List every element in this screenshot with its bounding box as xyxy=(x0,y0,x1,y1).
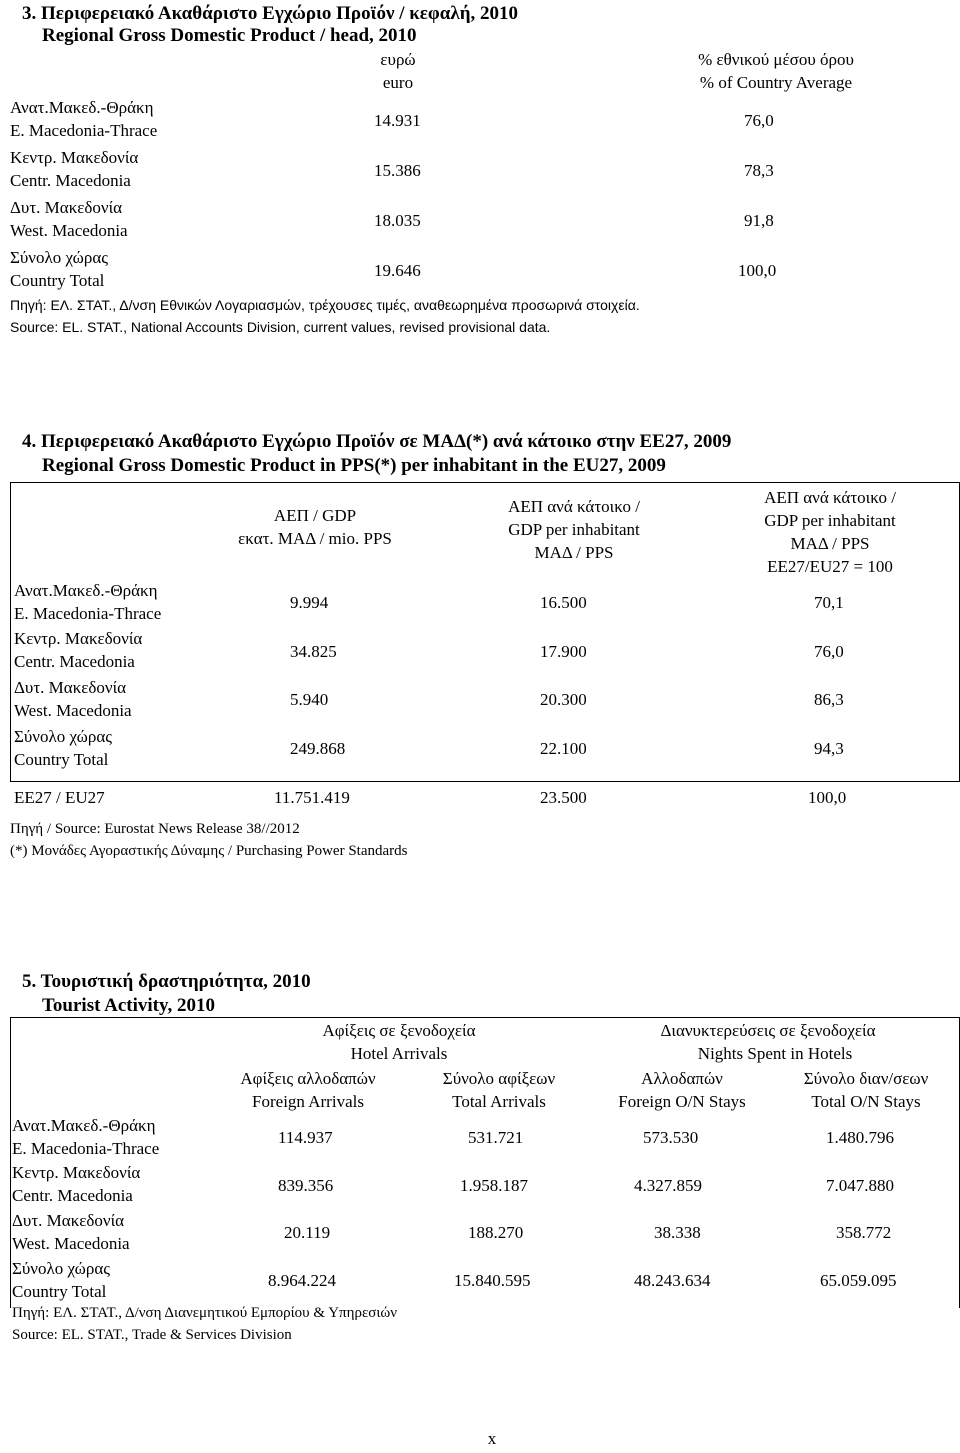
s5-row-label-gr: Δυτ. Μακεδονία xyxy=(12,1211,125,1230)
s4-row-gdp: 9.994 xyxy=(290,593,329,612)
s5-row-total-arrivals: 1.958.187 xyxy=(460,1176,528,1195)
s4-row-label-en: Country Total xyxy=(14,750,109,769)
s4-eu-gdp-per-inhabitant: 23.500 xyxy=(540,788,587,807)
s3-row-label-gr: Κεντρ. Μακεδονία xyxy=(10,148,139,167)
s5-row-total-arrivals: 531.721 xyxy=(468,1128,524,1147)
s5-col1-header-en: Foreign Arrivals xyxy=(252,1092,364,1111)
s5-row-label-en: E. Macedonia-Thrace xyxy=(12,1139,160,1158)
s4-row-gdp: 249.868 xyxy=(290,739,346,758)
s4-eu-label: ΕΕ27 / EU27 xyxy=(14,788,105,807)
s3-col1-header-gr: ευρώ xyxy=(380,50,416,69)
s3-row-value-euro: 18.035 xyxy=(374,211,421,230)
s3-row-value-percent: 76,0 xyxy=(744,111,774,130)
s4-col2-header-l1: ΑΕΠ ανά κάτοικο / xyxy=(508,497,640,516)
s4-row-gdp: 5.940 xyxy=(290,690,329,709)
s3-source-gr: Πηγή: ΕΛ. ΣΤΑΤ., Δ/νση Εθνικών Λογαριασμών, τρέχουσες τιμές, αναθεωρημένα προσωρινά στοιχεία. xyxy=(10,297,640,313)
s4-note: (*) Μονάδες Αγοραστικής Δύναμης / Purchasing Power Standards xyxy=(10,843,408,859)
s3-row-value-euro: 15.386 xyxy=(374,161,421,180)
page-marker: x xyxy=(487,1429,497,1448)
s3-row-value-percent: 78,3 xyxy=(744,161,774,180)
s5-table-left-rule xyxy=(10,1017,11,1308)
s5-row-foreign-arrivals: 839.356 xyxy=(278,1176,334,1195)
s5-source-en: Source: EL. STAT., Trade & Services Division xyxy=(12,1327,292,1343)
s3-row-value-percent: 91,8 xyxy=(744,211,774,230)
s4-col3-header-l4: ΕΕ27/EU27 = 100 xyxy=(767,557,893,576)
section-4-title-gr: 4. Περιφερειακό Ακαθάριστο Εγχώριο Προϊόν σε ΜΑΔ(*) ανά κάτοικο στην ΕΕ27, 2009 xyxy=(22,431,732,452)
s3-source-en: Source: EL. STAT., National Accounts Division, current values, revised provisional data. xyxy=(10,319,551,335)
s5-row-label-gr: Κεντρ. Μακεδονία xyxy=(12,1163,141,1182)
s5-row-foreign-stays: 573.530 xyxy=(643,1128,699,1147)
s5-group1-header-en: Hotel Arrivals xyxy=(350,1044,448,1063)
s4-row-label-en: E. Macedonia-Thrace xyxy=(14,604,162,623)
s4-row-label-gr: Σύνολο χώρας xyxy=(14,727,112,746)
s4-row-label-gr: Δυτ. Μακεδονία xyxy=(14,678,127,697)
s5-col2-header-en: Total Arrivals xyxy=(452,1092,546,1111)
s4-row-label-gr: Κεντρ. Μακεδονία xyxy=(14,629,143,648)
s5-table-top-rule xyxy=(10,1017,960,1018)
s5-row-total-arrivals: 15.840.595 xyxy=(454,1271,531,1290)
s5-row-foreign-arrivals: 20.119 xyxy=(284,1223,331,1242)
s4-row-eu-index: 70,1 xyxy=(814,593,844,612)
s5-col3-header-en: Foreign O/N Stays xyxy=(618,1092,746,1111)
s4-row-eu-index: 76,0 xyxy=(814,642,844,661)
s4-col2-header-l3: ΜΑΔ / PPS xyxy=(534,543,614,562)
section-3-title-en: Regional Gross Domestic Product / head, 2010 xyxy=(42,25,417,46)
s3-col2-header-gr: % εθνικού μέσου όρου xyxy=(698,50,854,69)
s5-group1-header-gr: Αφίξεις σε ξενοδοχεία xyxy=(322,1021,476,1040)
s3-row-label-gr: Δυτ. Μακεδονία xyxy=(10,198,123,217)
s5-group2-header-gr: Διανυκτερεύσεις σε ξενοδοχεία xyxy=(660,1021,876,1040)
section-4-title-en: Regional Gross Domestic Product in PPS(*) per inhabitant in the EU27, 2009 xyxy=(42,455,666,476)
s3-col1-header-en: euro xyxy=(382,73,414,92)
s4-row-eu-index: 86,3 xyxy=(814,690,844,709)
s4-source: Πηγή / Source: Eurostat News Release 38//2012 xyxy=(10,821,300,837)
s4-row-gdp-per-inhabitant: 20.300 xyxy=(540,690,587,709)
s3-row-label-gr: Σύνολο χώρας xyxy=(10,248,108,267)
s3-row-label-en: Country Total xyxy=(10,271,105,290)
s4-row-label-gr: Ανατ.Μακεδ.-Θράκη xyxy=(14,581,158,600)
s5-row-foreign-stays: 38.338 xyxy=(654,1223,701,1242)
s5-col4-header-en: Total O/N Stays xyxy=(811,1092,921,1111)
s5-row-total-stays: 7.047.880 xyxy=(826,1176,894,1195)
s4-row-gdp: 34.825 xyxy=(290,642,337,661)
s4-col1-header-l1: ΑΕΠ / GDP xyxy=(273,506,357,525)
s4-col3-header-l1: ΑΕΠ ανά κάτοικο / xyxy=(764,488,896,507)
s5-col2-header-gr: Σύνολο αφίξεων xyxy=(442,1069,556,1088)
s5-row-foreign-stays: 4.327.859 xyxy=(634,1176,702,1195)
s5-row-label-en: Country Total xyxy=(12,1282,107,1301)
s5-row-foreign-arrivals: 8.964.224 xyxy=(268,1271,336,1290)
s5-source-gr: Πηγή: ΕΛ. ΣΤΑΤ., Δ/νση Διανεμητικού Εμπορίου & Υπηρεσιών xyxy=(12,1305,398,1321)
s5-row-foreign-stays: 48.243.634 xyxy=(634,1271,711,1290)
s5-col4-header-gr: Σύνολο διαν/σεων xyxy=(803,1069,929,1088)
s5-row-label-en: Centr. Macedonia xyxy=(12,1186,133,1205)
s5-row-label-gr: Ανατ.Μακεδ.-Θράκη xyxy=(12,1116,156,1135)
s4-col3-header-l3: ΜΑΔ / PPS xyxy=(790,534,870,553)
s3-row-label-en: West. Macedonia xyxy=(10,221,128,240)
s3-col2-header-en: % of Country Average xyxy=(699,73,853,92)
s5-row-total-arrivals: 188.270 xyxy=(468,1223,524,1242)
s4-row-gdp-per-inhabitant: 22.100 xyxy=(540,739,587,758)
s4-row-label-en: West. Macedonia xyxy=(14,701,132,720)
s5-row-label-gr: Σύνολο χώρας xyxy=(12,1259,110,1278)
s5-col3-header-gr: Αλλοδαπών xyxy=(641,1069,723,1088)
s3-row-value-euro: 19.646 xyxy=(374,261,421,280)
s3-row-value-percent: 100,0 xyxy=(738,261,777,280)
s5-col1-header-gr: Αφίξεις αλλοδαπών xyxy=(240,1069,376,1088)
s5-row-label-en: West. Macedonia xyxy=(12,1234,130,1253)
s4-row-label-en: Centr. Macedonia xyxy=(14,652,135,671)
s4-eu-index: 100,0 xyxy=(808,788,847,807)
s3-row-label-gr: Ανατ.Μακεδ.-Θράκη xyxy=(10,98,154,117)
section-5-title-en: Tourist Activity, 2010 xyxy=(42,995,215,1016)
s3-row-label-en: E. Macedonia-Thrace xyxy=(10,121,158,140)
s4-eu-gdp: 11.751.419 xyxy=(274,788,350,807)
s4-row-gdp-per-inhabitant: 16.500 xyxy=(540,593,587,612)
section-3-title-gr: 3. Περιφερειακό Ακαθάριστο Εγχώριο Προϊόν / κεφαλή, 2010 xyxy=(22,3,519,24)
s4-row-gdp-per-inhabitant: 17.900 xyxy=(540,642,587,661)
s3-row-value-euro: 14.931 xyxy=(374,111,421,130)
s4-col2-header-l2: GDP per inhabitant xyxy=(508,520,640,539)
s3-row-label-en: Centr. Macedonia xyxy=(10,171,131,190)
s5-row-total-stays: 1.480.796 xyxy=(826,1128,894,1147)
s4-col1-header-l2: εκατ. ΜΑΔ / mio. PPS xyxy=(238,529,392,548)
s5-row-total-stays: 358.772 xyxy=(836,1223,892,1242)
s4-row-eu-index: 94,3 xyxy=(814,739,844,758)
s5-group2-header-en: Nights Spent in Hotels xyxy=(697,1044,853,1063)
s5-row-foreign-arrivals: 114.937 xyxy=(278,1128,333,1147)
section-5-title-gr: 5. Τουριστική δραστηριότητα, 2010 xyxy=(22,971,311,992)
s5-row-total-stays: 65.059.095 xyxy=(820,1271,897,1290)
s4-col3-header-l2: GDP per inhabitant xyxy=(764,511,896,530)
